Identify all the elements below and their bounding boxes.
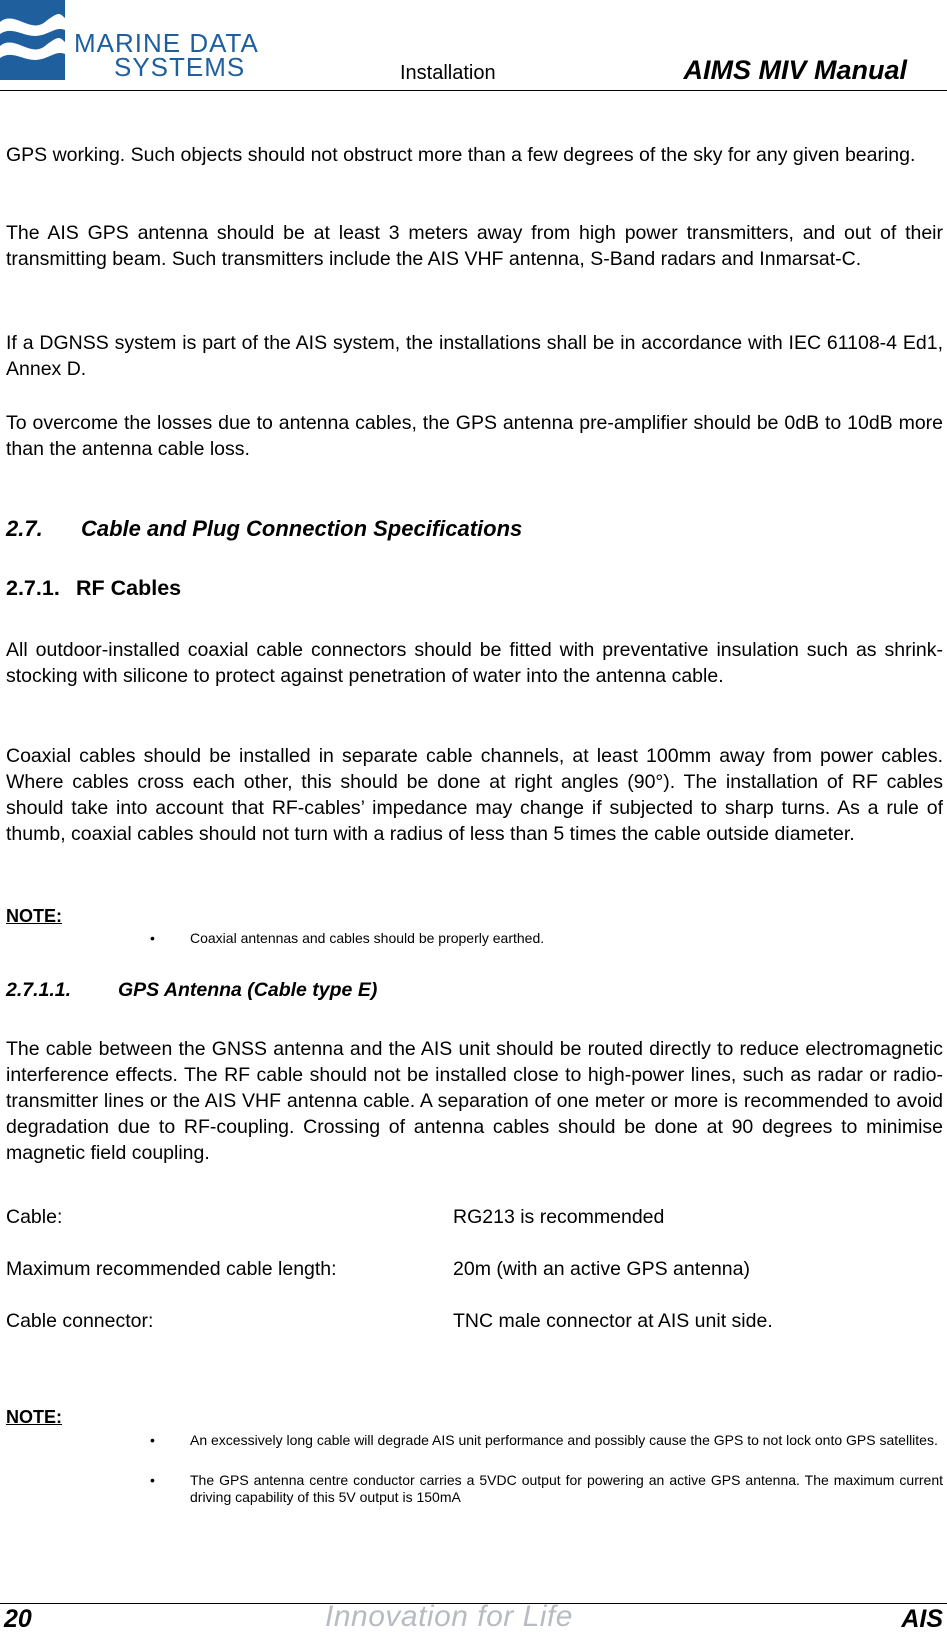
bullet-text: An excessively long cable will degrade AIS unit performance and possibly cause the GPS to not lock onto GPS satellites. <box>190 1432 938 1448</box>
subsubsection-heading <box>6 979 377 1002</box>
paragraph: The AIS GPS antenna should be at least 3 meters away from high power transmitters, and out of their transmitting beam. Such transmitters include the AIS VHF antenna, S-Band radars and Inmarsat-C. <box>6 222 943 270</box>
bullet-icon: • <box>150 930 155 946</box>
section-title: Cable and Plug Connection Specifications <box>81 516 523 541</box>
paragraph: GPS working. Such objects should not obstruct more than a few degrees of the sky for any given bearing. <box>6 144 916 166</box>
subsection-heading <box>6 576 181 601</box>
paragraph: All outdoor-installed coaxial cable connectors should be fitted with preventative insulation such as shrink-stocking with silicone to protect against penetration of water into the antenna cable. <box>6 639 943 687</box>
paragraph: If a DGNSS system is part of the AIS system, the installations shall be in accordance with IEC 61108-4 Ed1, Annex D. <box>6 332 943 380</box>
list-item <box>150 1432 943 1449</box>
manual-title: AIMS MIV Manual <box>683 55 907 85</box>
footer-tagline: Innovation for Life <box>325 1600 573 1633</box>
logo-line2: SYSTEMS <box>114 52 246 82</box>
subsection-number: 2.7.1. <box>6 576 60 600</box>
company-logo <box>0 0 290 85</box>
paragraph: To overcome the losses due to antenna cables, the GPS antenna pre-amplifier should be 0dB to 10dB more than the antenna cable loss. <box>6 412 943 460</box>
section-heading <box>6 516 522 542</box>
spec-value: TNC male connector at AIS unit side. <box>453 1310 773 1332</box>
subsubsection-number: 2.7.1.1. <box>6 979 72 1001</box>
bullet-text: Coaxial antennas and cables should be properly earthed. <box>190 930 545 946</box>
list-item <box>150 930 943 947</box>
paragraph: Coaxial cables should be installed in separate cable channels, at least 100mm away from power cables. Where cables cross each other, this should be done at right angles (90°). The installation of RF cables should take into account that RF-cables’ impedance may change if subjected to sharp turns. As a rule of thumb, coaxial cables should not turn with a radius of less than 5 times the cable outside diameter. <box>6 745 943 845</box>
footer-product: AIS <box>901 1605 943 1633</box>
paragraph: The cable between the GNSS antenna and the AIS unit should be routed directly to reduce electromagnetic interference effects. The RF cable should not be installed close to high-power lines, such as radar or radio-transmitter lines or the AIS VHF antenna cable. A separation of one meter or more is recommended to avoid degradation due to RF-coupling. Crossing of antenna cables should be done at 90 degrees to minimise magnetic field coupling. <box>6 1038 943 1164</box>
subsection-title: RF Cables <box>76 576 182 600</box>
bullet-text: The GPS antenna centre conductor carries a 5VDC output for powering an active GPS antenna. The maximum current driving capability of this 5V output is 150mA <box>190 1472 943 1505</box>
note-label: NOTE: <box>6 906 62 926</box>
bullet-icon: • <box>150 1432 155 1448</box>
note-label: NOTE: <box>6 1407 62 1427</box>
spec-value: RG213 is recommended <box>453 1206 665 1228</box>
spec-label: Maximum recommended cable length: <box>6 1258 337 1280</box>
spec-label: Cable: <box>6 1206 63 1228</box>
subsubsection-title: GPS Antenna (Cable type E) <box>118 979 378 1001</box>
spec-value: 20m (with an active GPS antenna) <box>453 1258 750 1280</box>
header-divider <box>0 90 947 91</box>
section-number: 2.7. <box>6 516 43 541</box>
spec-label: Cable connector: <box>6 1310 154 1332</box>
header-section: Installation <box>400 62 496 84</box>
logo-line1: MARINE DATA <box>74 28 259 58</box>
page-number: 20 <box>4 1605 32 1633</box>
list-item <box>150 1472 943 1506</box>
wave-logo-icon <box>0 0 290 85</box>
bullet-icon: • <box>150 1472 155 1488</box>
